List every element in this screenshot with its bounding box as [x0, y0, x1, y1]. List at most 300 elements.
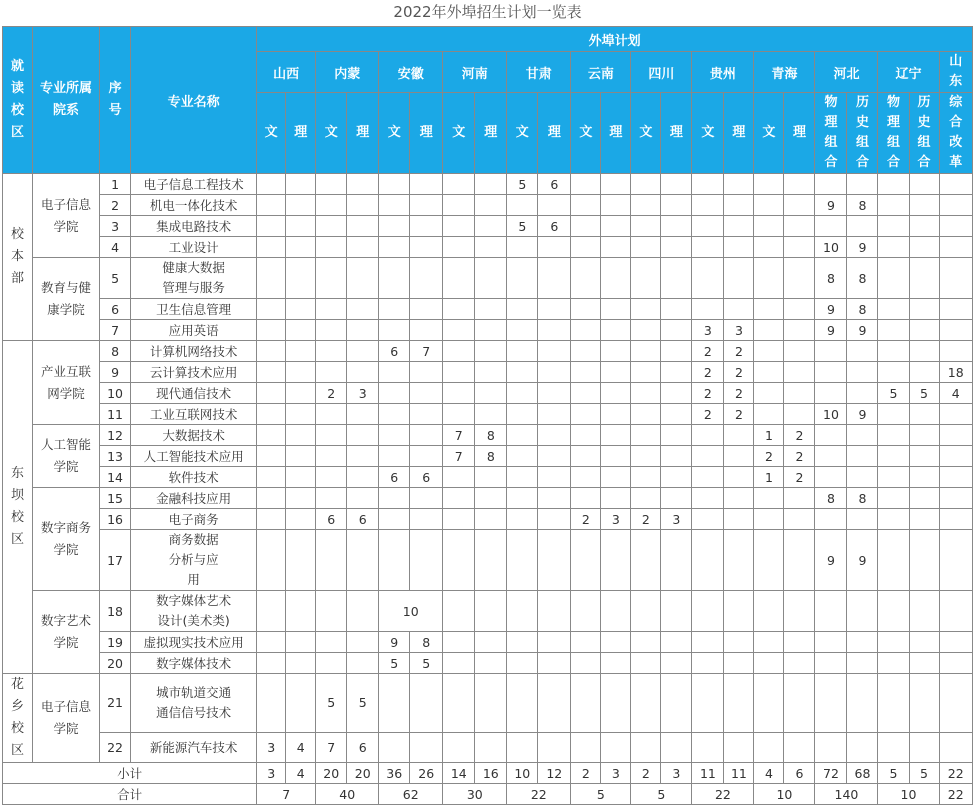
- value-cell: [601, 383, 631, 404]
- value-cell: [475, 383, 507, 404]
- table-row: [3, 530, 973, 591]
- value-cell: [538, 341, 571, 362]
- value-cell: [847, 446, 878, 467]
- value-cell: [257, 674, 286, 733]
- value-cell: [410, 237, 443, 258]
- value-cell: [939, 591, 972, 632]
- value-cell: [257, 299, 286, 320]
- value-cell: [571, 632, 601, 653]
- major-name-cell: 虚拟现实技术应用: [131, 632, 257, 653]
- value-cell: [538, 362, 571, 383]
- value-cell: [692, 174, 724, 195]
- value-cell: [909, 509, 939, 530]
- value-cell: [475, 591, 507, 632]
- value-cell: [410, 362, 443, 383]
- header-province: 贵州: [692, 52, 754, 93]
- value-cell: [724, 674, 754, 733]
- value-cell: [815, 341, 847, 362]
- value-cell: [754, 299, 784, 320]
- value-cell: [601, 195, 631, 216]
- value-cell: [754, 591, 784, 632]
- value-cell: [257, 425, 286, 446]
- value-cell: [815, 383, 847, 404]
- value-cell-merged: 10: [379, 591, 443, 632]
- value-cell: [631, 320, 661, 341]
- value-cell: 3: [601, 509, 631, 530]
- value-cell: [847, 383, 878, 404]
- major-name-cell: 卫生信息管理: [131, 299, 257, 320]
- value-cell: [538, 258, 571, 299]
- value-cell: [661, 362, 692, 383]
- value-cell: [939, 467, 972, 488]
- value-cell: [815, 632, 847, 653]
- value-cell: [847, 362, 878, 383]
- value-cell: [939, 674, 972, 733]
- value-cell: [475, 320, 507, 341]
- value-cell: [754, 404, 784, 425]
- value-cell: [661, 653, 692, 674]
- value-cell: [847, 674, 878, 733]
- header-province: 河南: [443, 52, 507, 93]
- value-cell: 2: [692, 341, 724, 362]
- major-name-cell: 电子信息工程技术: [131, 174, 257, 195]
- department-cell: 数字艺术学院: [33, 591, 100, 674]
- value-cell: [754, 174, 784, 195]
- seq-cell: 1: [100, 174, 131, 195]
- value-cell: 8: [475, 425, 507, 446]
- major-name-cell: 新能源汽车技术: [131, 732, 257, 762]
- value-cell: 4: [939, 383, 972, 404]
- value-cell: [601, 404, 631, 425]
- value-cell: [286, 467, 316, 488]
- header-department: 专业所属院系: [33, 27, 100, 174]
- value-cell: [661, 195, 692, 216]
- value-cell: [443, 530, 475, 591]
- value-cell: [661, 425, 692, 446]
- value-cell: [379, 530, 410, 591]
- value-cell: [443, 258, 475, 299]
- value-cell: 8: [847, 258, 878, 299]
- value-cell: [379, 732, 410, 762]
- major-name-cell: 人工智能技术应用: [131, 446, 257, 467]
- value-cell: [571, 488, 601, 509]
- value-cell: [661, 488, 692, 509]
- table-row: [3, 509, 973, 530]
- header-province: 云南: [571, 52, 631, 93]
- value-cell: [692, 216, 724, 237]
- value-cell: [909, 320, 939, 341]
- value-cell: [538, 530, 571, 591]
- subtotal-cell: 20: [347, 763, 379, 784]
- value-cell: [286, 341, 316, 362]
- value-cell: [939, 509, 972, 530]
- value-cell: [909, 446, 939, 467]
- value-cell: [507, 509, 538, 530]
- value-cell: [878, 237, 909, 258]
- seq-cell: 16: [100, 509, 131, 530]
- value-cell: [661, 174, 692, 195]
- campus-cell: 校本部: [3, 174, 33, 341]
- value-cell: [631, 488, 661, 509]
- value-cell: [631, 362, 661, 383]
- value-cell: [692, 425, 724, 446]
- value-cell: [847, 467, 878, 488]
- value-cell: 8: [847, 488, 878, 509]
- total-cell: 22: [507, 784, 571, 805]
- value-cell: [316, 488, 347, 509]
- header-subcolumn: 物理组合: [815, 93, 847, 174]
- value-cell: [909, 258, 939, 299]
- value-cell: 2: [724, 341, 754, 362]
- value-cell: [410, 299, 443, 320]
- value-cell: [909, 404, 939, 425]
- value-cell: [601, 362, 631, 383]
- value-cell: 8: [410, 632, 443, 653]
- value-cell: [784, 591, 815, 632]
- value-cell: [379, 320, 410, 341]
- value-cell: 2: [784, 467, 815, 488]
- table-row: [3, 174, 973, 195]
- value-cell: [909, 653, 939, 674]
- value-cell: 5: [347, 674, 379, 733]
- table-row: [3, 467, 973, 488]
- total-cell: 62: [379, 784, 443, 805]
- value-cell: [347, 591, 379, 632]
- value-cell: 3: [724, 320, 754, 341]
- value-cell: [316, 530, 347, 591]
- value-cell: [257, 341, 286, 362]
- value-cell: [878, 404, 909, 425]
- value-cell: [724, 195, 754, 216]
- value-cell: [878, 674, 909, 733]
- value-cell: [601, 320, 631, 341]
- total-cell: 7: [257, 784, 316, 805]
- value-cell: [909, 195, 939, 216]
- value-cell: [347, 446, 379, 467]
- value-cell: 9: [815, 320, 847, 341]
- value-cell: [257, 258, 286, 299]
- subtotal-cell: 16: [475, 763, 507, 784]
- value-cell: [410, 195, 443, 216]
- value-cell: [443, 383, 475, 404]
- value-cell: [538, 509, 571, 530]
- value-cell: 9: [815, 299, 847, 320]
- value-cell: [939, 237, 972, 258]
- value-cell: [379, 174, 410, 195]
- value-cell: [507, 258, 538, 299]
- subtotal-cell: 11: [692, 763, 724, 784]
- table-row: [3, 446, 973, 467]
- value-cell: [631, 258, 661, 299]
- value-cell: [754, 383, 784, 404]
- value-cell: [316, 341, 347, 362]
- header-subcolumn: 理: [475, 93, 507, 174]
- value-cell: [939, 341, 972, 362]
- value-cell: [939, 488, 972, 509]
- seq-cell: 9: [100, 362, 131, 383]
- value-cell: [909, 591, 939, 632]
- value-cell: [286, 258, 316, 299]
- header-subcolumn: 文: [257, 93, 286, 174]
- value-cell: [507, 446, 538, 467]
- value-cell: [571, 467, 601, 488]
- value-cell: [847, 653, 878, 674]
- value-cell: [847, 216, 878, 237]
- value-cell: 5: [909, 383, 939, 404]
- subtotal-cell: 4: [286, 763, 316, 784]
- value-cell: [475, 258, 507, 299]
- value-cell: [286, 425, 316, 446]
- subtotal-cell: 14: [443, 763, 475, 784]
- value-cell: [571, 174, 601, 195]
- major-name-cell: 应用英语: [131, 320, 257, 341]
- value-cell: [286, 383, 316, 404]
- value-cell: [754, 632, 784, 653]
- value-cell: [257, 404, 286, 425]
- value-cell: 2: [692, 362, 724, 383]
- value-cell: 7: [410, 341, 443, 362]
- seq-cell: 2: [100, 195, 131, 216]
- value-cell: [507, 404, 538, 425]
- value-cell: [347, 404, 379, 425]
- seq-cell: 4: [100, 237, 131, 258]
- value-cell: [443, 653, 475, 674]
- value-cell: [538, 446, 571, 467]
- value-cell: [909, 632, 939, 653]
- value-cell: [754, 341, 784, 362]
- value-cell: [443, 591, 475, 632]
- table-row: [3, 258, 973, 299]
- value-cell: 6: [538, 216, 571, 237]
- table-row: [3, 320, 973, 341]
- value-cell: [538, 404, 571, 425]
- header-subcolumn: 历史组合: [909, 93, 939, 174]
- value-cell: [443, 341, 475, 362]
- value-cell: [724, 216, 754, 237]
- value-cell: [724, 237, 754, 258]
- value-cell: [784, 216, 815, 237]
- value-cell: [754, 362, 784, 383]
- value-cell: [379, 195, 410, 216]
- value-cell: [909, 362, 939, 383]
- seq-cell: 13: [100, 446, 131, 467]
- header-subcolumn: 理: [724, 93, 754, 174]
- value-cell: [601, 299, 631, 320]
- page-title: 2022年外埠招生计划一览表: [393, 3, 582, 21]
- subtotal-cell: 3: [257, 763, 286, 784]
- value-cell: 9: [379, 632, 410, 653]
- value-cell: [257, 216, 286, 237]
- value-cell: [909, 467, 939, 488]
- value-cell: [507, 467, 538, 488]
- major-name-cell: 机电一体化技术: [131, 195, 257, 216]
- value-cell: [507, 195, 538, 216]
- total-cell: 5: [631, 784, 692, 805]
- value-cell: [571, 404, 601, 425]
- value-cell: [815, 174, 847, 195]
- value-cell: [692, 509, 724, 530]
- value-cell: [724, 732, 754, 762]
- value-cell: [815, 732, 847, 762]
- value-cell: 6: [379, 467, 410, 488]
- value-cell: [631, 237, 661, 258]
- major-name-cell: 计算机网络技术: [131, 341, 257, 362]
- total-row: [3, 784, 973, 805]
- value-cell: [631, 674, 661, 733]
- value-cell: [939, 174, 972, 195]
- seq-cell: 14: [100, 467, 131, 488]
- value-cell: [631, 467, 661, 488]
- value-cell: [631, 425, 661, 446]
- value-cell: [724, 446, 754, 467]
- value-cell: [316, 320, 347, 341]
- value-cell: 10: [815, 237, 847, 258]
- value-cell: [601, 530, 631, 591]
- value-cell: [538, 732, 571, 762]
- value-cell: [538, 425, 571, 446]
- value-cell: [939, 653, 972, 674]
- value-cell: [286, 446, 316, 467]
- value-cell: [601, 258, 631, 299]
- value-cell: [878, 446, 909, 467]
- seq-cell: 6: [100, 299, 131, 320]
- value-cell: [878, 341, 909, 362]
- value-cell: [507, 674, 538, 733]
- header-subcolumn: 理: [661, 93, 692, 174]
- total-label: 合计: [3, 784, 257, 805]
- value-cell: [601, 732, 631, 762]
- value-cell: 6: [347, 509, 379, 530]
- major-name-cell: 现代通信技术: [131, 383, 257, 404]
- value-cell: [475, 195, 507, 216]
- department-cell: 人工智能学院: [33, 425, 100, 488]
- total-cell: 22: [692, 784, 754, 805]
- value-cell: [631, 732, 661, 762]
- value-cell: [379, 299, 410, 320]
- value-cell: [909, 674, 939, 733]
- value-cell: 9: [847, 237, 878, 258]
- value-cell: 3: [347, 383, 379, 404]
- value-cell: [754, 732, 784, 762]
- subtotal-cell: 22: [939, 763, 972, 784]
- value-cell: [538, 632, 571, 653]
- value-cell: [507, 591, 538, 632]
- value-cell: [631, 174, 661, 195]
- value-cell: 9: [815, 195, 847, 216]
- header-province: 甘肃: [507, 52, 571, 93]
- value-cell: [571, 653, 601, 674]
- subtotal-cell: 11: [724, 763, 754, 784]
- seq-cell: 8: [100, 341, 131, 362]
- value-cell: [661, 299, 692, 320]
- value-cell: 5: [507, 174, 538, 195]
- value-cell: [909, 216, 939, 237]
- value-cell: [538, 299, 571, 320]
- value-cell: 5: [878, 383, 909, 404]
- value-cell: [257, 446, 286, 467]
- value-cell: [815, 425, 847, 446]
- value-cell: [692, 446, 724, 467]
- value-cell: [939, 530, 972, 591]
- total-cell: 40: [316, 784, 379, 805]
- value-cell: [443, 237, 475, 258]
- value-cell: [724, 467, 754, 488]
- value-cell: [443, 467, 475, 488]
- value-cell: [601, 653, 631, 674]
- value-cell: [784, 732, 815, 762]
- value-cell: [410, 530, 443, 591]
- seq-cell: 15: [100, 488, 131, 509]
- value-cell: [692, 591, 724, 632]
- value-cell: [815, 467, 847, 488]
- value-cell: [815, 591, 847, 632]
- value-cell: [316, 299, 347, 320]
- value-cell: [410, 674, 443, 733]
- table-row: [3, 383, 973, 404]
- major-name-cell: 城市轨道交通通信信号技术: [131, 674, 257, 733]
- value-cell: 9: [847, 530, 878, 591]
- value-cell: [286, 674, 316, 733]
- value-cell: [475, 732, 507, 762]
- value-cell: [257, 653, 286, 674]
- value-cell: [631, 216, 661, 237]
- value-cell: [631, 632, 661, 653]
- value-cell: 5: [316, 674, 347, 733]
- table-row: [3, 341, 973, 362]
- value-cell: [601, 632, 631, 653]
- major-name-cell: 金融科技应用: [131, 488, 257, 509]
- value-cell: [878, 732, 909, 762]
- header-province: 河北: [815, 52, 878, 93]
- value-cell: [347, 174, 379, 195]
- value-cell: [784, 174, 815, 195]
- value-cell: [939, 404, 972, 425]
- value-cell: 7: [443, 446, 475, 467]
- value-cell: [347, 258, 379, 299]
- value-cell: [847, 732, 878, 762]
- value-cell: [784, 509, 815, 530]
- value-cell: [347, 425, 379, 446]
- value-cell: [257, 383, 286, 404]
- value-cell: [475, 674, 507, 733]
- value-cell: [939, 216, 972, 237]
- value-cell: [443, 488, 475, 509]
- value-cell: [316, 446, 347, 467]
- value-cell: [507, 732, 538, 762]
- value-cell: [410, 732, 443, 762]
- value-cell: [661, 591, 692, 632]
- value-cell: [878, 362, 909, 383]
- value-cell: [601, 488, 631, 509]
- value-cell: [257, 467, 286, 488]
- value-cell: [347, 467, 379, 488]
- value-cell: [410, 404, 443, 425]
- value-cell: [939, 320, 972, 341]
- value-cell: [571, 674, 601, 733]
- value-cell: [347, 530, 379, 591]
- value-cell: [571, 425, 601, 446]
- major-name-cell: 云计算技术应用: [131, 362, 257, 383]
- value-cell: [939, 299, 972, 320]
- value-cell: [316, 425, 347, 446]
- campus-cell: 花乡校区: [3, 674, 33, 763]
- value-cell: [692, 299, 724, 320]
- value-cell: [661, 320, 692, 341]
- value-cell: [286, 299, 316, 320]
- value-cell: 6: [379, 341, 410, 362]
- value-cell: [410, 258, 443, 299]
- value-cell: [347, 653, 379, 674]
